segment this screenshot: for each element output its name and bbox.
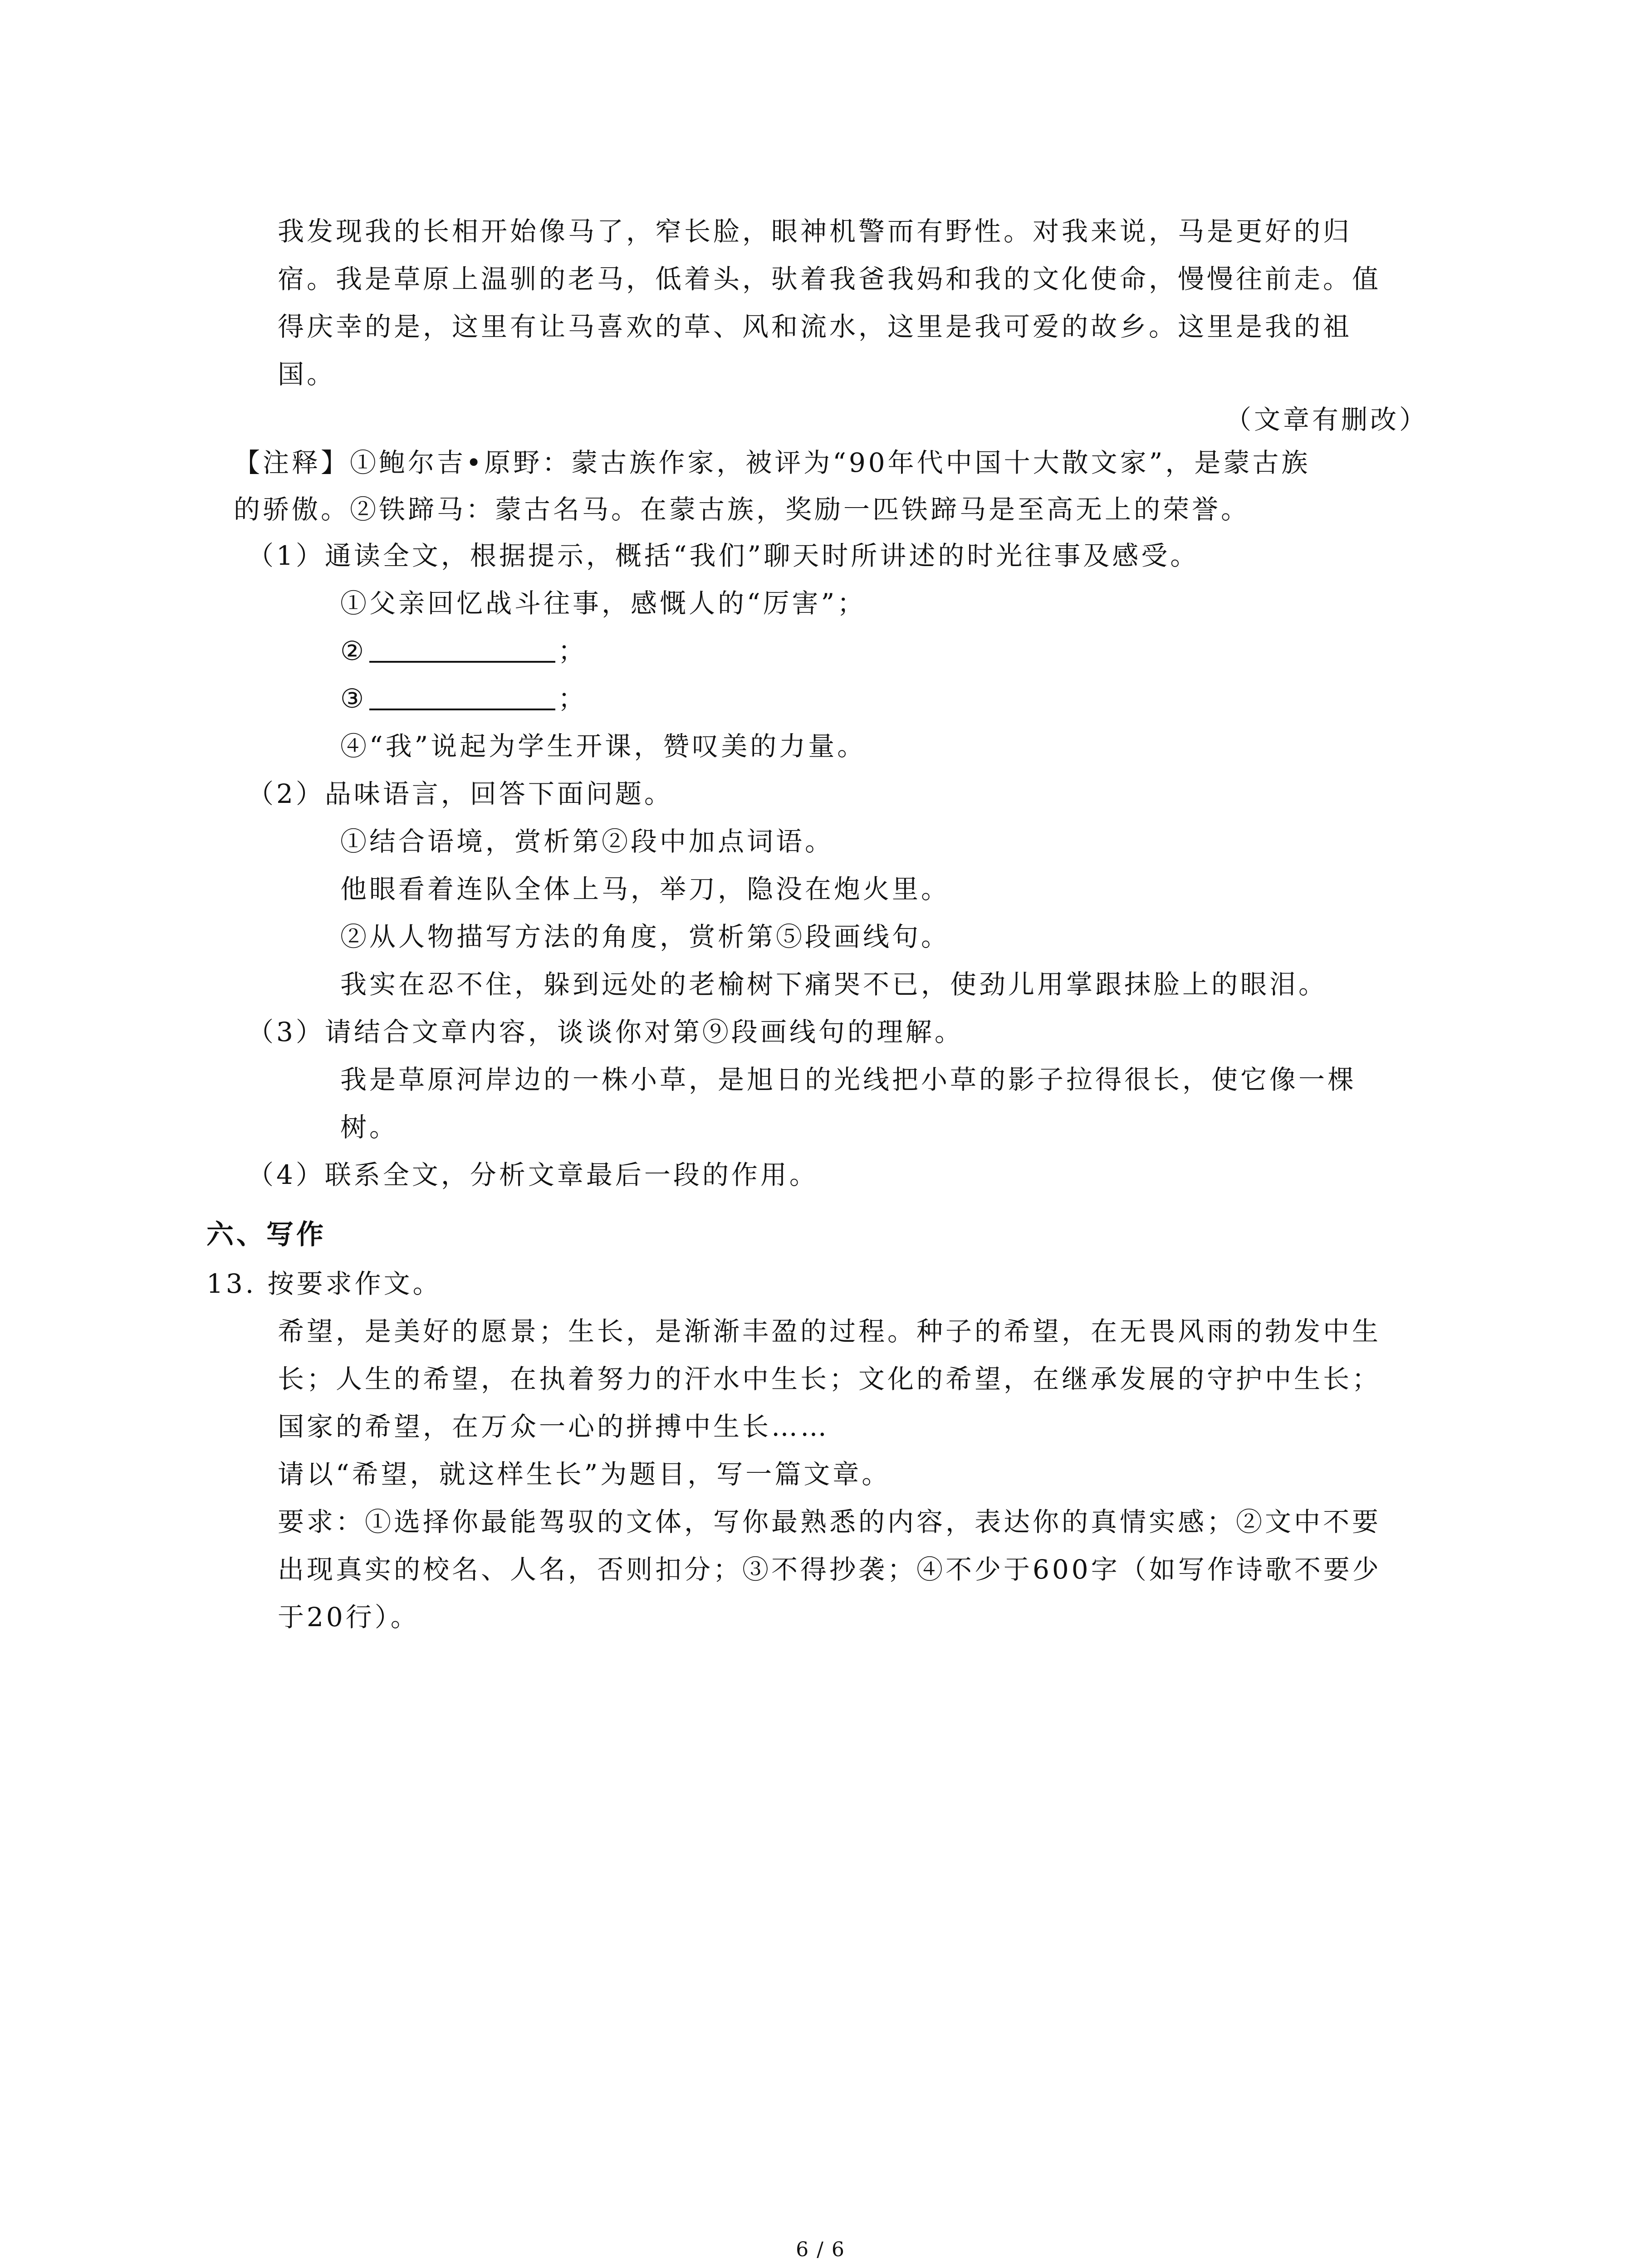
section-title: 六、写作 bbox=[206, 1219, 326, 1251]
q13-stem: 13. 按要求作文。 bbox=[206, 1268, 442, 1299]
q13-prompt-line-3: 国家的希望，在万众一心的拼搏中生长…… bbox=[278, 1411, 830, 1442]
q13-requirement-line-3: 于20行）。 bbox=[278, 1602, 420, 1633]
q1-stem: （1）通读全文，根据提示，概括“我们”聊天时所讲述的时光往事及感受。 bbox=[247, 540, 1200, 571]
q1-item-2-answer-blank[interactable] bbox=[369, 635, 555, 663]
q1-item-3-prefix: ③ bbox=[340, 683, 367, 714]
annotation-line-2: 的骄傲。②铁蹄马：蒙古名马。在蒙古族，奖励一匹铁蹄马是至高无上的荣誉。 bbox=[234, 494, 1250, 525]
q2-sub-2: ②从人物描写方法的角度，赏析第⑤段画线句。 bbox=[340, 921, 950, 952]
q2-stem: （2）品味语言，回答下面问题。 bbox=[247, 778, 673, 809]
q1-item-2-prefix: ② bbox=[340, 635, 367, 666]
annotation-line-1: 【注释】①鲍尔吉•原野：蒙古族作家，被评为“90年代中国十大散文家”，是蒙古族 bbox=[234, 447, 1311, 478]
q1-item-1: ①父亲回忆战斗往事，感慨人的“厉害”； bbox=[340, 588, 867, 619]
q1-item-3-suffix: ； bbox=[558, 683, 588, 714]
q13-prompt-line-2: 长；人生的希望，在执着努力的汗水中生长；文化的希望，在继承发展的守护中生长； bbox=[278, 1364, 1381, 1394]
q13-requirement-line-2: 出现真实的校名、人名，否则扣分；③不得抄袭；④不少于600字（如写作诗歌不要少 bbox=[278, 1554, 1381, 1585]
passage-line-4: 国。 bbox=[278, 359, 336, 390]
passage-line-3: 得庆幸的是，这里有让马喜欢的草、风和流水，这里是我可爱的故乡。这里是我的祖 bbox=[278, 311, 1352, 342]
passage-line-2: 宿。我是草原上温驯的老马，低着头，驮着我爸我妈和我的文化使命，慢慢往前走。值 bbox=[278, 264, 1381, 294]
q3-quote-line-2: 树。 bbox=[340, 1112, 399, 1143]
q4-stem: （4）联系全文，分析文章最后一段的作用。 bbox=[247, 1159, 818, 1190]
q1-item-2-suffix: ； bbox=[558, 635, 588, 666]
passage-line-1: 我发现我的长相开始像马了，窄长脸，眼神机警而有野性。对我来说，马是更好的归 bbox=[278, 216, 1352, 247]
q1-item-3-answer-blank[interactable] bbox=[369, 683, 555, 710]
q3-quote-line-1: 我是草原河岸边的一株小草，是旭日的光线把小草的影子拉得很长，使它像一棵 bbox=[340, 1064, 1357, 1095]
q1-item-4: ④“我”说起为学生开课，赞叹美的力量。 bbox=[340, 731, 867, 762]
q13-prompt-line-1: 希望，是美好的愿景；生长，是渐渐丰盈的过程。种子的希望，在无畏风雨的勃发中生 bbox=[278, 1316, 1381, 1347]
q2-sub-2-quote: 我实在忍不住，躲到远处的老榆树下痛哭不已，使劲儿用掌跟抹脸上的眼泪。 bbox=[340, 969, 1328, 1000]
q13-requirement-line-1: 要求：①选择你最能驾驭的文体，写你最熟悉的内容，表达你的真情实感；②文中不要 bbox=[278, 1506, 1381, 1537]
q3-stem: （3）请结合文章内容，谈谈你对第⑨段画线句的理解。 bbox=[247, 1017, 964, 1047]
q2-sub-1-quote: 他眼看着连队全体上马，举刀，隐没在炮火里。 bbox=[340, 874, 950, 904]
q1-item-3 bbox=[340, 680, 587, 717]
q2-sub-1: ①结合语境，赏析第②段中加点词语。 bbox=[340, 826, 834, 857]
page-number: 6 / 6 bbox=[796, 2238, 845, 2261]
source-note: （文章有删改） bbox=[1225, 404, 1429, 435]
q1-item-2 bbox=[340, 633, 587, 669]
q13-title-instruction: 请以“希望，就这样生长”为题目，写一篇文章。 bbox=[278, 1459, 891, 1490]
